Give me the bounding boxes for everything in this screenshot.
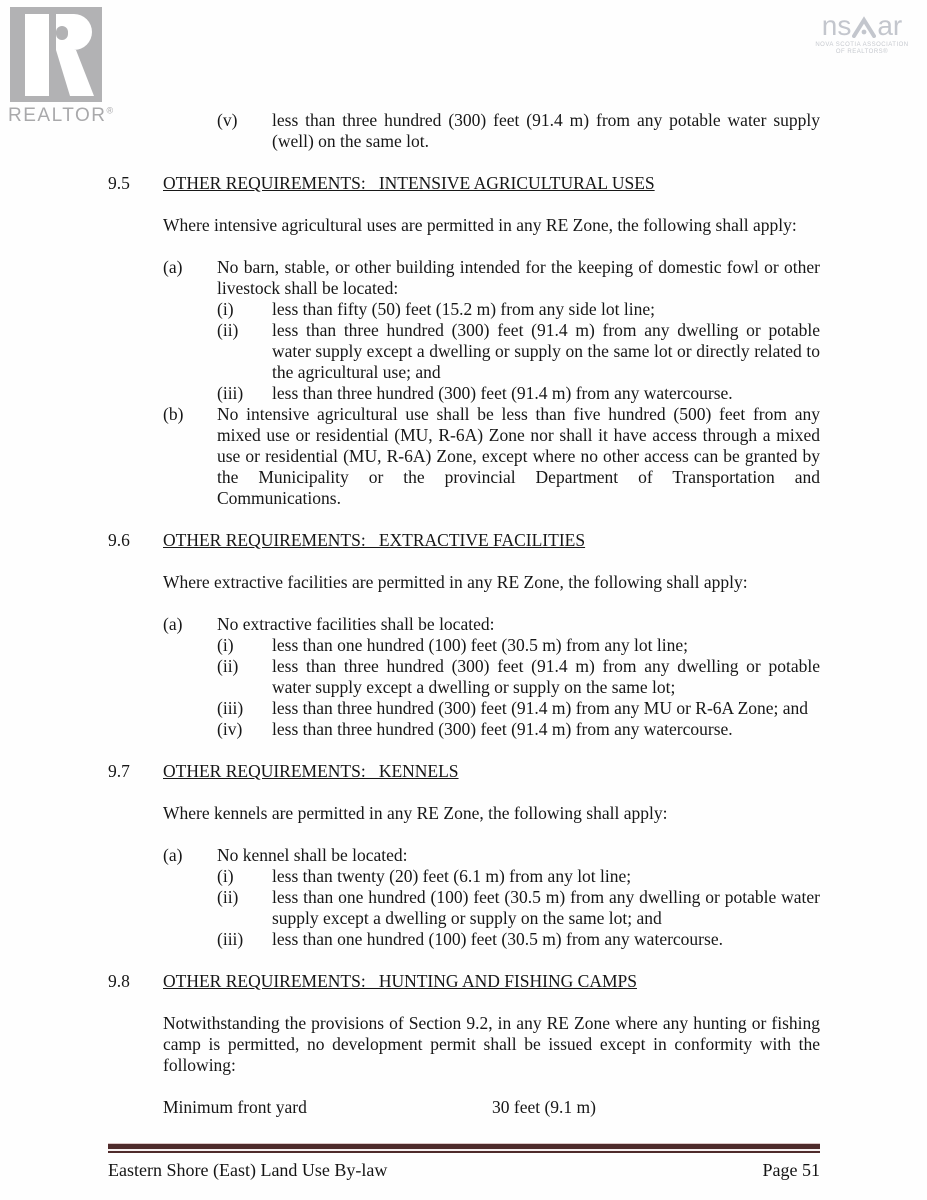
list-subitem — [217, 299, 820, 320]
nsar-wordmark — [807, 12, 917, 40]
footer-document-title: Eastern Shore (East) Land Use By-law — [108, 1160, 388, 1180]
nsar-tagline — [807, 42, 917, 56]
list-subitem — [217, 698, 820, 719]
item-text: No extractive facilities shall be located: — [217, 614, 495, 634]
section-heading-9-5 — [108, 173, 820, 194]
section-title: OTHER REQUIREMENTS: HUNTING AND FISHING CAMPS — [163, 971, 637, 991]
item-label: (v) — [217, 110, 238, 130]
section-list — [108, 845, 820, 950]
list-subitem — [217, 320, 820, 383]
item-label: (b) — [163, 404, 184, 424]
requirement-label: Minimum front yard — [163, 1097, 307, 1117]
list-subitem — [217, 887, 820, 929]
list-subitem — [217, 635, 820, 656]
section-number: 9.7 — [108, 761, 130, 781]
list-subitem — [217, 719, 820, 740]
house-roof-icon — [852, 16, 876, 38]
section-heading-9-7 — [108, 761, 820, 782]
realtor-logo — [8, 7, 118, 127]
footer-row — [108, 1160, 820, 1181]
document-body — [108, 110, 820, 1139]
realtor-wordmark — [8, 105, 118, 127]
nsar-wordmark-right: ar — [877, 10, 903, 41]
footer-page-number: Page 51 — [762, 1160, 820, 1180]
realtor-wordmark-text: REALTOR — [8, 105, 107, 126]
item-text: less than three hundred (300) feet (91.4 m) from any watercourse. — [272, 383, 733, 403]
item-label: (iv) — [217, 719, 243, 739]
list-item-a — [163, 257, 820, 299]
nsar-wordmark-left: ns — [821, 10, 852, 41]
footer-rule — [108, 1143, 820, 1153]
list-item-b — [163, 404, 820, 509]
nsar-logo — [807, 12, 917, 56]
section-title: OTHER REQUIREMENTS: KENNELS — [163, 761, 459, 781]
item-label: (ii) — [217, 887, 239, 907]
section-heading-9-6 — [108, 530, 820, 551]
section-heading-9-8 — [108, 971, 820, 992]
nsar-tagline-line2: OF REALTORS® — [835, 49, 889, 55]
item-label: (ii) — [217, 656, 239, 676]
item-text: No kennel shall be located: — [217, 845, 408, 865]
registered-mark: ® — [106, 105, 114, 116]
section-number: 9.8 — [108, 971, 130, 991]
item-text: less than one hundred (100) feet (30.5 m) from any dwelling or potable water supply except a dwelling or supply on the same lot; and — [272, 887, 820, 928]
clause-item-v — [217, 110, 820, 152]
list-subitem — [217, 656, 820, 698]
item-text: less than one hundred (100) feet (30.5 m) from any lot line; — [272, 635, 689, 655]
item-text: less than fifty (50) feet (15.2 m) from any side lot line; — [272, 299, 655, 319]
item-text: less than three hundred (300) feet (91.4 m) from any potable water supply (well) on the same lot. — [272, 110, 820, 151]
list-subitem — [217, 866, 820, 887]
item-label: (a) — [163, 257, 183, 277]
item-text: less than three hundred (300) feet (91.4 m) from any watercourse. — [272, 719, 733, 739]
list-item-a — [163, 614, 820, 635]
item-label: (i) — [217, 299, 234, 319]
list-subitem — [217, 929, 820, 950]
section-intro: Notwithstanding the provisions of Section 9.2, in any RE Zone where any hunting or fishing camp is permitted, no development permit shall be issued except in conformity with the following: — [163, 1013, 820, 1075]
section-intro: Where kennels are permitted in any RE Zone, the following shall apply: — [163, 803, 668, 823]
nsar-tagline-line1: NOVA SCOTIA ASSOCIATION — [815, 42, 909, 48]
item-text: less than one hundred (100) feet (30.5 m) from any watercourse. — [272, 929, 723, 949]
item-label: (iii) — [217, 929, 244, 949]
item-label: (i) — [217, 866, 234, 886]
item-label: (iii) — [217, 698, 244, 718]
item-label: (ii) — [217, 320, 239, 340]
section-number: 9.6 — [108, 530, 130, 550]
item-label: (a) — [163, 845, 183, 865]
requirement-value: 30 feet (9.1 m) — [492, 1097, 596, 1117]
list-item-a — [163, 845, 820, 866]
item-text: No intensive agricultural use shall be less than five hundred (500) feet from any mixed use or residential (MU, R-6A) Zone nor shall it have access through a mixed use or residential (MU, R-6A) Zone, except where no other access can be granted by the Municipality or the provincial Department of Transportation and Communications. — [217, 404, 820, 508]
page-footer — [108, 1143, 820, 1181]
item-label: (iii) — [217, 383, 244, 403]
item-label: (i) — [217, 635, 234, 655]
item-text: No barn, stable, or other building intended for the keeping of domestic fowl or other livestock shall be located: — [217, 257, 820, 298]
realtor-r-icon — [10, 7, 102, 102]
section-intro: Where extractive facilities are permitted in any RE Zone, the following shall apply: — [163, 572, 748, 592]
section-list — [108, 614, 820, 740]
item-text: less than three hundred (300) feet (91.4 m) from any dwelling or potable water supply except a dwelling or supply on the same lot or directly related to the agricultural use; and — [272, 320, 820, 382]
item-text: less than twenty (20) feet (6.1 m) from any lot line; — [272, 866, 632, 886]
section-intro: Where intensive agricultural uses are permitted in any RE Zone, the following shall apply: — [163, 215, 797, 235]
item-text: less than three hundred (300) feet (91.4 m) from any dwelling or potable water supply except a dwelling or supply on the same lot; — [272, 656, 820, 697]
item-text: less than three hundred (300) feet (91.4 m) from any MU or R-6A Zone; and — [272, 698, 809, 718]
item-label: (a) — [163, 614, 183, 634]
requirement-row — [163, 1097, 820, 1118]
section-title: OTHER REQUIREMENTS: EXTRACTIVE FACILITIES — [163, 530, 586, 550]
section-title: OTHER REQUIREMENTS: INTENSIVE AGRICULTURAL USES — [163, 173, 655, 193]
list-subitem — [217, 383, 820, 404]
section-list — [108, 257, 820, 509]
section-number: 9.5 — [108, 173, 130, 193]
